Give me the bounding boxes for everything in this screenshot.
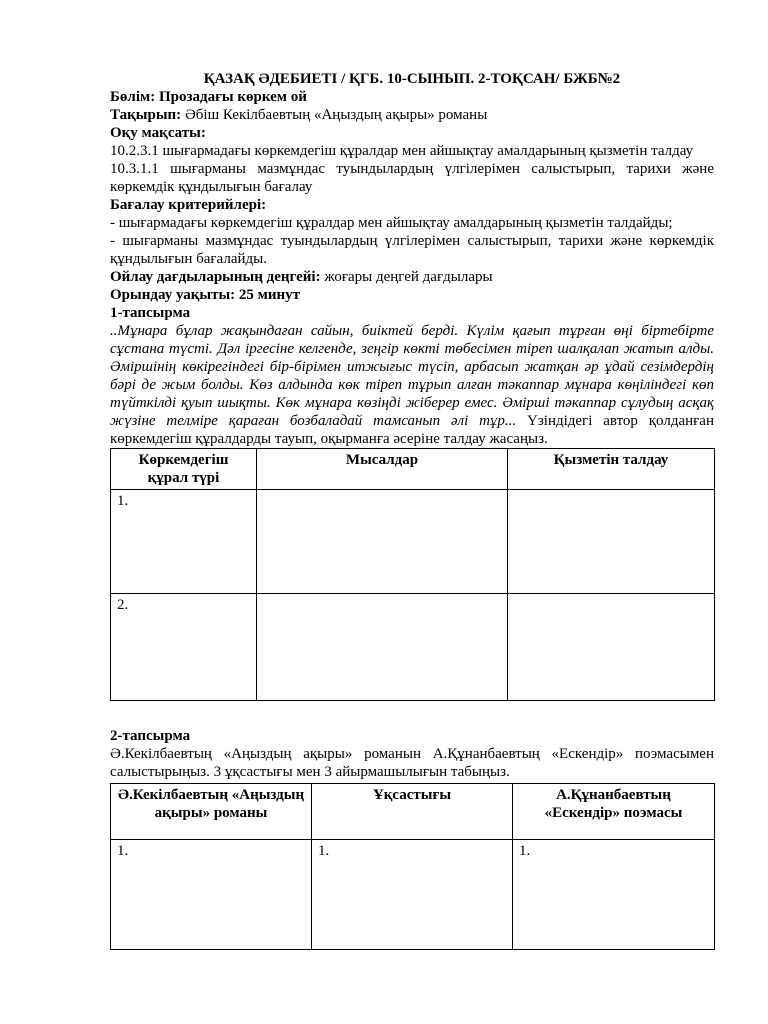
criteria-2: - шығарманы мазмұндас туындылардың үлгілерімен салыстырып, тарихи және көркемдік құндылығын бағалайды. [110, 233, 714, 267]
answer-cell[interactable]: 1. [312, 840, 513, 950]
thinking-line [110, 268, 714, 286]
criteria-label: Бағалау критерийлері: [110, 197, 267, 213]
table-header-row [111, 449, 715, 490]
row-number-cell[interactable]: 1. [111, 490, 257, 594]
answer-cell[interactable]: 1. [513, 840, 715, 950]
task2-table [110, 783, 715, 950]
task1-instruction: Үзіндідегі автор қолданған көркемдегіш құралдарды тауып, оқырманға әсеріне талдау жасаңыз. [110, 413, 714, 447]
document-title: ҚАЗАҚ ӘДЕБИЕТІ / ҚГБ. 10-СЫНЫП. 2-ТОҚСАН/ БЖБ№2 [203, 71, 621, 87]
criteria-1: - шығармадағы көркемдегіш құралдар мен айшықтау амалдарының қызметін талдайды; [110, 215, 673, 231]
topic-label: Тақырып: [110, 107, 182, 123]
answer-cell[interactable] [508, 490, 715, 594]
answer-cell[interactable]: 1. [111, 840, 312, 950]
task2-instruction: Ә.Кекілбаевтың «Аңыздың ақыры» романын А.Құнанбаевтың «Ескендір» поэмасымен салыстырыңыз. 3 ұқсастығы мен 3 айырмашылығын табыңыз. [110, 746, 714, 780]
column-header: Мысалдар [257, 449, 508, 490]
column-header: Қызметін талдау [508, 449, 715, 490]
document-page [110, 70, 714, 950]
topic-value: Әбіш Кекілбаевтың «Аңыздың ақыры» романы [181, 107, 488, 123]
answer-cell[interactable] [257, 490, 508, 594]
answer-cell[interactable] [508, 594, 715, 701]
column-header: Көркемдегіш құрал түрі [111, 449, 257, 490]
column-header: Ә.Кекілбаевтың «Аңыздың ақыры» романы [111, 784, 312, 840]
table-row [111, 840, 715, 950]
thinking-label: Ойлау дағдыларының деңгейі: [110, 269, 321, 285]
task2-heading: 2-тапсырма [110, 728, 191, 744]
spacer [110, 701, 714, 719]
section-label: Бөлім: Прозадағы көркем ой [110, 89, 307, 105]
table-row [111, 490, 715, 594]
column-header: А.Құнанбаевтың «Ескендір» поэмасы [513, 784, 715, 840]
goal-2: 10.3.1.1 шығарманы мазмұндас туындылардың үлгілерімен салыстырып, тарихи және көркемдік құндылығын бағалау [110, 161, 714, 195]
row-number-cell[interactable]: 2. [111, 594, 257, 701]
task1-heading: 1-тапсырма [110, 305, 191, 321]
task1-table [110, 448, 715, 701]
table-header-row [111, 784, 715, 840]
goal-1: 10.2.3.1 шығармадағы көркемдегіш құралдар мен айшықтау амалдарының қызметін талдау [110, 143, 694, 159]
time-label: Орындау уақыты: 25 минут [110, 287, 301, 303]
topic-line [110, 106, 714, 124]
column-header: Ұқсастығы [312, 784, 513, 840]
thinking-value: жоғары деңгей дағдылары [320, 269, 493, 285]
table-row [111, 594, 715, 701]
task1-excerpt: ..Мұнара бұлар жақындаған сайын, биіктей берді. Күлім қағып тұрған өңі біртебірте сұстана түсті. Дәл іргесіне келгенде, зеңгір көкті төбесімен тіреп шалқалап жатып алды. Әміршінің көкірегіндегі бір-бірімен итжығыс түсіп, арбасып жатқан әр ұдай сезімдердің бәрі де жым болды. Көз алдында көк тіреп тұрып алған тәкаппар мұнара көңіліндегі көп түйткілді қуып шықты. Көк мұнара көзіңді жіберер емес. Әмірші тәкаппар сұлудың асқақ жүзіне телміре қараған бозбаладай тамсанып әлі тұр... [110, 323, 714, 429]
goal-label: Оқу мақсаты: [110, 125, 206, 141]
answer-cell[interactable] [257, 594, 508, 701]
task1-text [110, 322, 714, 448]
